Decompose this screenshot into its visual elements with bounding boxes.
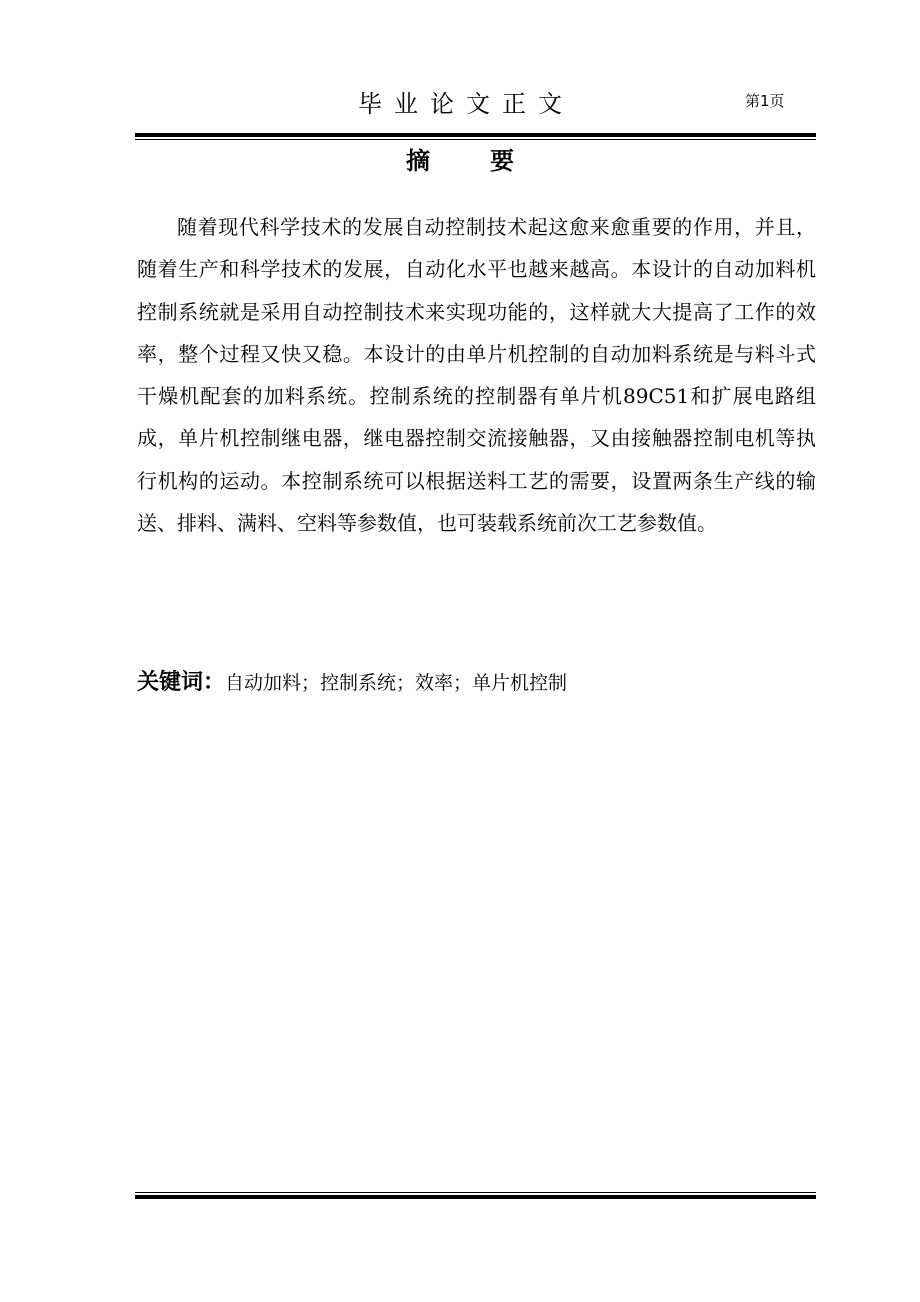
page-number: 第1页 [745, 92, 785, 110]
keywords-line [137, 665, 816, 696]
document-header-title: 毕业论文正文 [358, 90, 574, 118]
abstract-heading: 摘要 [406, 147, 574, 175]
header-divider [135, 133, 816, 140]
footer-divider [135, 1192, 816, 1199]
keywords-value: 自动加料；控制系统；效率；单片机控制 [225, 672, 568, 694]
abstract-body: 随着现代科学技术的发展自动控制技术起这愈来愈重要的作用，并且，随着生产和科学技术的发展，自动化水平也越来越高。本设计的自动加料机控制系统就是采用自动控制技术来实现功能的，这样就大大提高了工作的效率，整个过程又快又稳。本设计的由单片机控制的自动加料系统是与料斗式干燥机配套的加料系统。控制系统的控制器有单片机89C51和扩展电路组成，单片机控制继电器，继电器控制交流接触器，又由接触器控制电机等执行机构的运动。本控制系统可以根据送料工艺的需要，设置两条生产线的输送、排料、满料、空料等参数值，也可装载系统前次工艺参数值。 [137, 215, 816, 536]
keywords-label: 关键词： [137, 670, 226, 695]
